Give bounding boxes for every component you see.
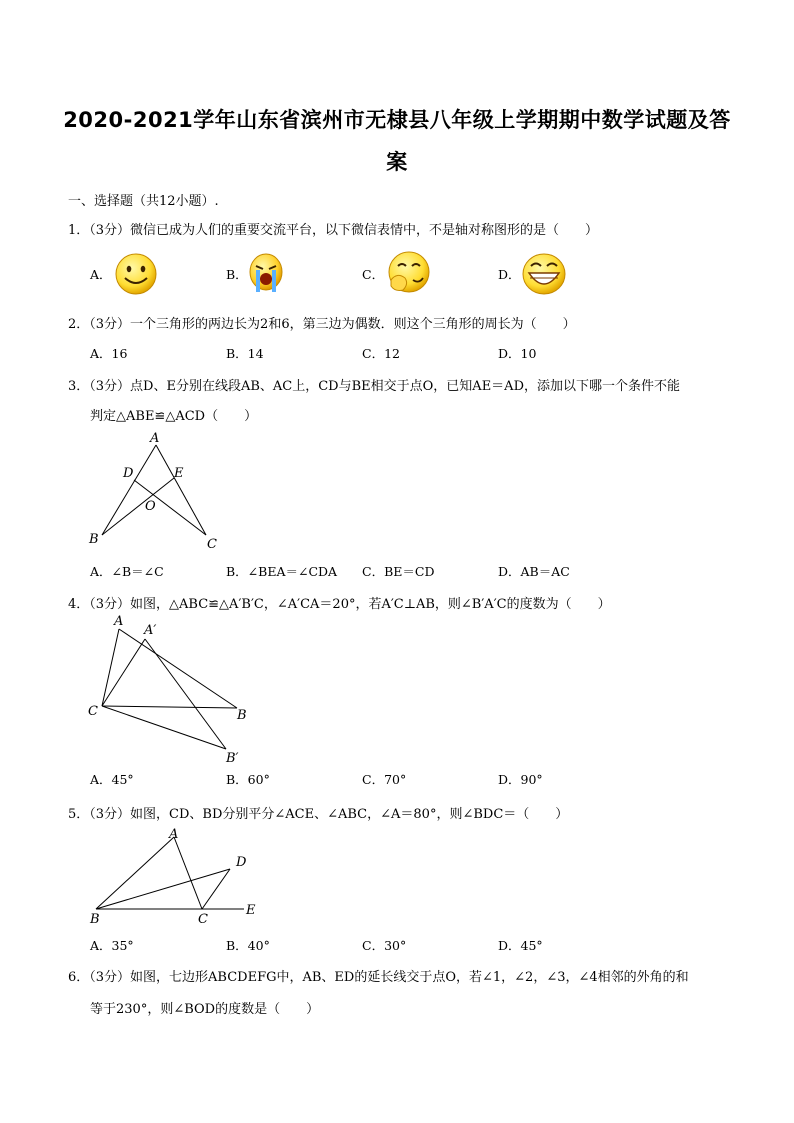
q2-option-d: D．10: [498, 346, 537, 361]
q5-option-a: A．35°: [90, 938, 134, 953]
q3-label-d: D: [123, 466, 134, 481]
q5-label-d: D: [236, 855, 247, 870]
question-5-stem: 5．（3分）如图，CD、BD分别平分∠ACE、∠ABC，∠A＝80°，则∠BDC＝（ ）: [68, 807, 569, 822]
q2-option-b: B．14: [226, 346, 264, 361]
q3-option-b: B．∠BEA＝∠CDA: [226, 564, 338, 579]
covering-mouth-face-icon: [385, 250, 431, 296]
q4-option-d: D．90°: [498, 772, 543, 787]
q3-triangle-figure: [84, 428, 234, 553]
page-title-continued: 案: [386, 150, 408, 174]
section-heading: 一、选择题（共12小题）.: [68, 194, 219, 209]
q2-option-c: C．12: [362, 346, 400, 361]
q3-label-o: O: [145, 499, 156, 514]
q4-label-a-prime: A′: [144, 623, 157, 638]
q1-option-c-label: C．: [362, 267, 385, 282]
q3-option-c: C．BE＝CD: [362, 564, 435, 579]
q5-option-b: B．40°: [226, 938, 270, 953]
q3-label-c: C: [207, 537, 217, 552]
q4-triangle-figure: [84, 612, 264, 772]
q5-label-b: B: [90, 912, 100, 927]
question-2-stem: 2．（3分）一个三角形的两边长为2和6，第三边为偶数．则这个三角形的周长为（ ）: [68, 317, 576, 332]
crying-face-icon: [248, 252, 284, 296]
page-title: 2020-2021学年山东省滨州市无棣县八年级上学期期中数学试题及答: [63, 108, 731, 132]
q4-label-a: A: [114, 614, 124, 629]
q5-option-d: D．45°: [498, 938, 543, 953]
question-3-stem-continued: 判定△ABE≌△ACD（ ）: [90, 409, 258, 424]
q5-option-c: C．30°: [362, 938, 407, 953]
q4-label-b-prime: B′: [226, 751, 239, 766]
question-1-stem: 1．（3分）微信已成为人们的重要交流平台，以下微信表情中，不是轴对称图形的是（ ）: [68, 223, 599, 238]
q4-option-a: A．45°: [90, 772, 134, 787]
question-3-stem: 3．（3分）点D、E分别在线段AB、AC上，CD与BE相交于点O，已知AE＝AD，添加以下哪一个条件不能: [68, 379, 680, 394]
smiling-face-icon: [113, 252, 159, 296]
q5-label-e: E: [246, 903, 256, 918]
q1-option-b-label: B．: [226, 267, 248, 282]
question-6-stem-continued: 等于230°，则∠BOD的度数是（ ）: [90, 1002, 320, 1017]
q3-label-e: E: [174, 466, 184, 481]
q4-label-b: B: [237, 708, 247, 723]
q5-label-c: C: [198, 912, 208, 927]
q5-label-a: A: [169, 827, 179, 842]
q4-option-b: B．60°: [226, 772, 270, 787]
q2-option-a: A．16: [90, 346, 128, 361]
q3-option-a: A．∠B＝∠C: [90, 564, 164, 579]
question-4-stem: 4．（3分）如图，△ABC≌△A′B′C，∠A′CA＝20°，若A′C⊥AB，则∠B′A′C的度数为（ ）: [68, 597, 611, 612]
q4-option-c: C．70°: [362, 772, 407, 787]
q4-label-c: C: [88, 704, 98, 719]
grinning-face-icon: [520, 251, 568, 297]
question-6-stem: 6．（3分）如图，七边形ABCDEFG中，AB、ED的延长线交于点O，若∠1，∠2，∠3，∠4相邻的外角的和: [68, 970, 689, 985]
q3-option-d: D．AB＝AC: [498, 564, 570, 579]
q1-option-d-label: D．: [498, 267, 521, 282]
q3-label-a: A: [150, 431, 160, 446]
q5-triangle-figure: [84, 822, 274, 927]
q3-label-b: B: [89, 532, 99, 547]
q1-option-a-label: A．: [90, 267, 112, 282]
